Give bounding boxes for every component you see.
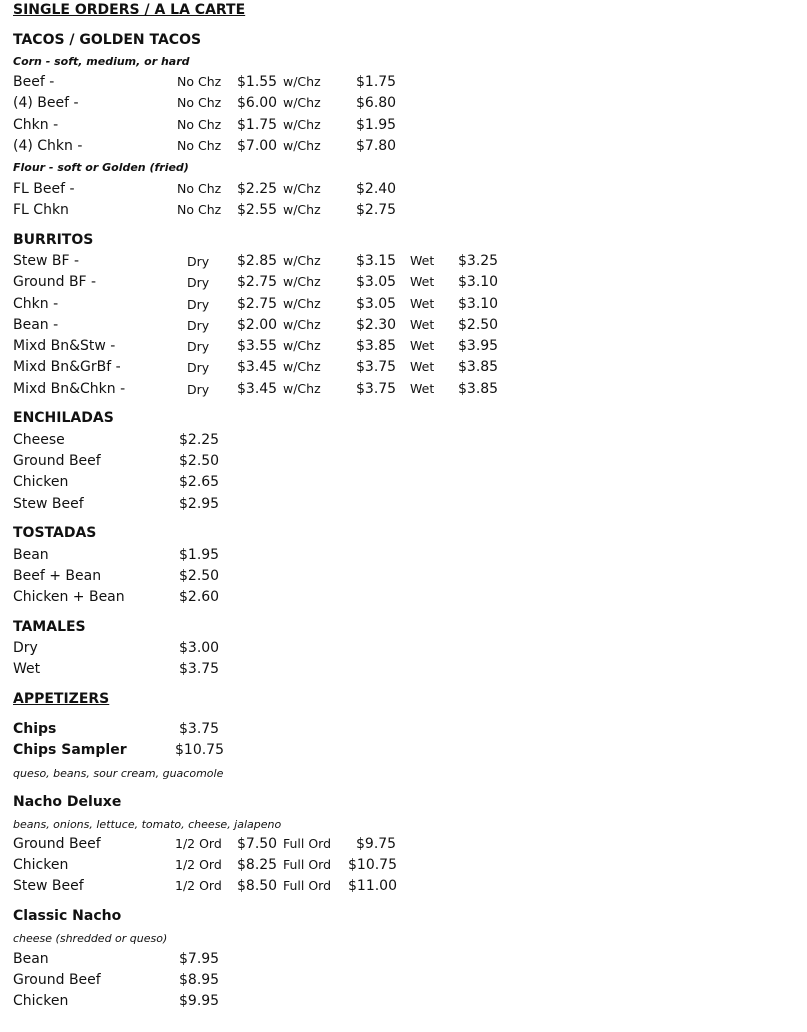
price: $6.00 bbox=[237, 95, 278, 111]
option-label: Dry bbox=[187, 318, 210, 333]
price: $2.50 bbox=[458, 317, 499, 333]
classic-nacho-heading: Classic Nacho bbox=[13, 908, 122, 924]
price: $2.50 bbox=[179, 568, 220, 584]
price: $3.15 bbox=[356, 253, 397, 269]
price: $6.80 bbox=[356, 95, 397, 111]
price: $3.85 bbox=[458, 381, 499, 397]
price: $1.55 bbox=[237, 74, 278, 90]
option-label: No Chz bbox=[177, 138, 222, 153]
option-label: w/Chz bbox=[283, 181, 321, 196]
price: $1.75 bbox=[356, 74, 397, 90]
option-label: Dry bbox=[187, 275, 210, 290]
price: $1.75 bbox=[237, 117, 278, 133]
option-label: 1/2 Ord bbox=[175, 878, 222, 893]
item-name: FL Chkn bbox=[13, 202, 69, 218]
price: $2.75 bbox=[237, 296, 278, 312]
option-label: No Chz bbox=[177, 181, 222, 196]
option-label: w/Chz bbox=[283, 296, 321, 311]
option-label: Wet bbox=[410, 274, 435, 289]
price: $2.00 bbox=[237, 317, 278, 333]
item-name: Bean bbox=[13, 951, 49, 967]
price: $3.75 bbox=[179, 661, 220, 677]
price: $3.85 bbox=[458, 359, 499, 375]
price: $1.95 bbox=[179, 547, 220, 563]
nacho-deluxe-heading: Nacho Deluxe bbox=[13, 794, 122, 810]
item-name: Stew BF - bbox=[13, 253, 80, 269]
item-name: (4) Beef - bbox=[13, 95, 79, 111]
price: $2.65 bbox=[179, 474, 220, 490]
price: $8.95 bbox=[179, 972, 220, 988]
price: $2.85 bbox=[237, 253, 278, 269]
chips-sampler-note: queso, beans, sour cream, guacomole bbox=[13, 767, 224, 780]
option-label: Wet bbox=[410, 317, 435, 332]
price: $3.75 bbox=[179, 721, 220, 737]
option-label: No Chz bbox=[177, 95, 222, 110]
price: $2.25 bbox=[179, 432, 220, 448]
item-name: Ground Beef bbox=[13, 453, 101, 469]
price: $8.25 bbox=[237, 857, 278, 873]
price: $3.85 bbox=[356, 338, 397, 354]
price: $10.75 bbox=[175, 742, 224, 758]
price: $2.75 bbox=[237, 274, 278, 290]
item-name: FL Beef - bbox=[13, 181, 75, 197]
option-label: Wet bbox=[410, 359, 435, 374]
price: $2.40 bbox=[356, 181, 397, 197]
option-label: w/Chz bbox=[283, 74, 321, 89]
price: $10.75 bbox=[348, 857, 397, 873]
price: $3.75 bbox=[356, 381, 397, 397]
option-label: w/Chz bbox=[283, 359, 321, 374]
item-name: Mixd Bn&GrBf - bbox=[13, 359, 121, 375]
option-label: Wet bbox=[410, 253, 435, 268]
option-label: w/Chz bbox=[283, 338, 321, 353]
price: $2.30 bbox=[356, 317, 397, 333]
item-name: Mixd Bn&Chkn - bbox=[13, 381, 126, 397]
price: $3.25 bbox=[458, 253, 499, 269]
item-name: Stew Beef bbox=[13, 496, 84, 512]
tostadas-heading: TOSTADAS bbox=[13, 525, 97, 541]
item-name: Ground Beef bbox=[13, 972, 101, 988]
option-label: Dry bbox=[187, 382, 210, 397]
item-name: Beef - bbox=[13, 74, 55, 90]
item-name: Chicken bbox=[13, 993, 69, 1009]
item-name: Chicken bbox=[13, 857, 69, 873]
price: $1.95 bbox=[356, 117, 397, 133]
option-label: Wet bbox=[410, 338, 435, 353]
option-label: w/Chz bbox=[283, 253, 321, 268]
price: $3.45 bbox=[237, 381, 278, 397]
option-label: w/Chz bbox=[283, 117, 321, 132]
price: $8.50 bbox=[237, 878, 278, 894]
option-label: Full Ord bbox=[283, 836, 332, 851]
price: $3.05 bbox=[356, 296, 397, 312]
price: $7.80 bbox=[356, 138, 397, 154]
item-name: Chips bbox=[13, 721, 57, 737]
price: $3.45 bbox=[237, 359, 278, 375]
price: $2.25 bbox=[237, 181, 278, 197]
price: $3.10 bbox=[458, 274, 499, 290]
option-label: w/Chz bbox=[283, 381, 321, 396]
price: $2.50 bbox=[179, 453, 220, 469]
burritos-heading: BURRITOS bbox=[13, 232, 94, 248]
price: $2.60 bbox=[179, 589, 220, 605]
item-name: Bean - bbox=[13, 317, 59, 333]
option-label: Wet bbox=[410, 381, 435, 396]
price: $7.50 bbox=[237, 836, 278, 852]
option-label: Full Ord bbox=[283, 857, 332, 872]
price: $3.75 bbox=[356, 359, 397, 375]
item-name: Mixd Bn&Stw - bbox=[13, 338, 116, 354]
item-name: Bean bbox=[13, 547, 49, 563]
item-name: Ground Beef bbox=[13, 836, 101, 852]
option-label: Wet bbox=[410, 296, 435, 311]
tacos-flour-subheading: Flour - soft or Golden (fried) bbox=[13, 161, 189, 174]
item-name: Chkn - bbox=[13, 296, 59, 312]
page-title: SINGLE ORDERS / A LA CARTE bbox=[13, 2, 246, 18]
tacos-corn-subheading: Corn - soft, medium, or hard bbox=[13, 55, 190, 68]
item-name: Chips Sampler bbox=[13, 742, 127, 758]
option-label: w/Chz bbox=[283, 317, 321, 332]
price: $3.10 bbox=[458, 296, 499, 312]
tamales-heading: TAMALES bbox=[13, 619, 86, 635]
item-name: Cheese bbox=[13, 432, 65, 448]
option-label: Dry bbox=[187, 254, 210, 269]
option-label: No Chz bbox=[177, 74, 222, 89]
item-name: (4) Chkn - bbox=[13, 138, 83, 154]
item-name: Stew Beef bbox=[13, 878, 84, 894]
option-label: Full Ord bbox=[283, 878, 332, 893]
option-label: Dry bbox=[187, 339, 210, 354]
item-name: Dry bbox=[13, 640, 38, 656]
price: $9.75 bbox=[356, 836, 397, 852]
price: $2.75 bbox=[356, 202, 397, 218]
price: $2.55 bbox=[237, 202, 278, 218]
option-label: w/Chz bbox=[283, 202, 321, 217]
price: $3.55 bbox=[237, 338, 278, 354]
option-label: w/Chz bbox=[283, 95, 321, 110]
option-label: No Chz bbox=[177, 117, 222, 132]
item-name: Chicken + Bean bbox=[13, 589, 125, 605]
classic-nacho-note: cheese (shredded or queso) bbox=[13, 932, 168, 945]
nacho-deluxe-note: beans, onions, lettuce, tomato, cheese, jalapeno bbox=[13, 818, 282, 831]
price: $3.00 bbox=[179, 640, 220, 656]
price: $9.95 bbox=[179, 993, 220, 1009]
item-name: Chkn - bbox=[13, 117, 59, 133]
item-name: Chicken bbox=[13, 474, 69, 490]
option-label: Dry bbox=[187, 360, 210, 375]
price: $7.00 bbox=[237, 138, 278, 154]
appetizers-heading: APPETIZERS bbox=[13, 691, 110, 707]
option-label: No Chz bbox=[177, 202, 222, 217]
item-name: Beef + Bean bbox=[13, 568, 102, 584]
option-label: w/Chz bbox=[283, 274, 321, 289]
item-name: Ground BF - bbox=[13, 274, 97, 290]
price: $11.00 bbox=[348, 878, 397, 894]
price: $7.95 bbox=[179, 951, 220, 967]
enchiladas-heading: ENCHILADAS bbox=[13, 410, 114, 426]
option-label: 1/2 Ord bbox=[175, 836, 222, 851]
item-name: Wet bbox=[13, 661, 41, 677]
tacos-heading: TACOS / GOLDEN TACOS bbox=[13, 32, 202, 48]
option-label: Dry bbox=[187, 297, 210, 312]
price: $3.95 bbox=[458, 338, 499, 354]
option-label: 1/2 Ord bbox=[175, 857, 222, 872]
option-label: w/Chz bbox=[283, 138, 321, 153]
price: $3.05 bbox=[356, 274, 397, 290]
price: $2.95 bbox=[179, 496, 220, 512]
